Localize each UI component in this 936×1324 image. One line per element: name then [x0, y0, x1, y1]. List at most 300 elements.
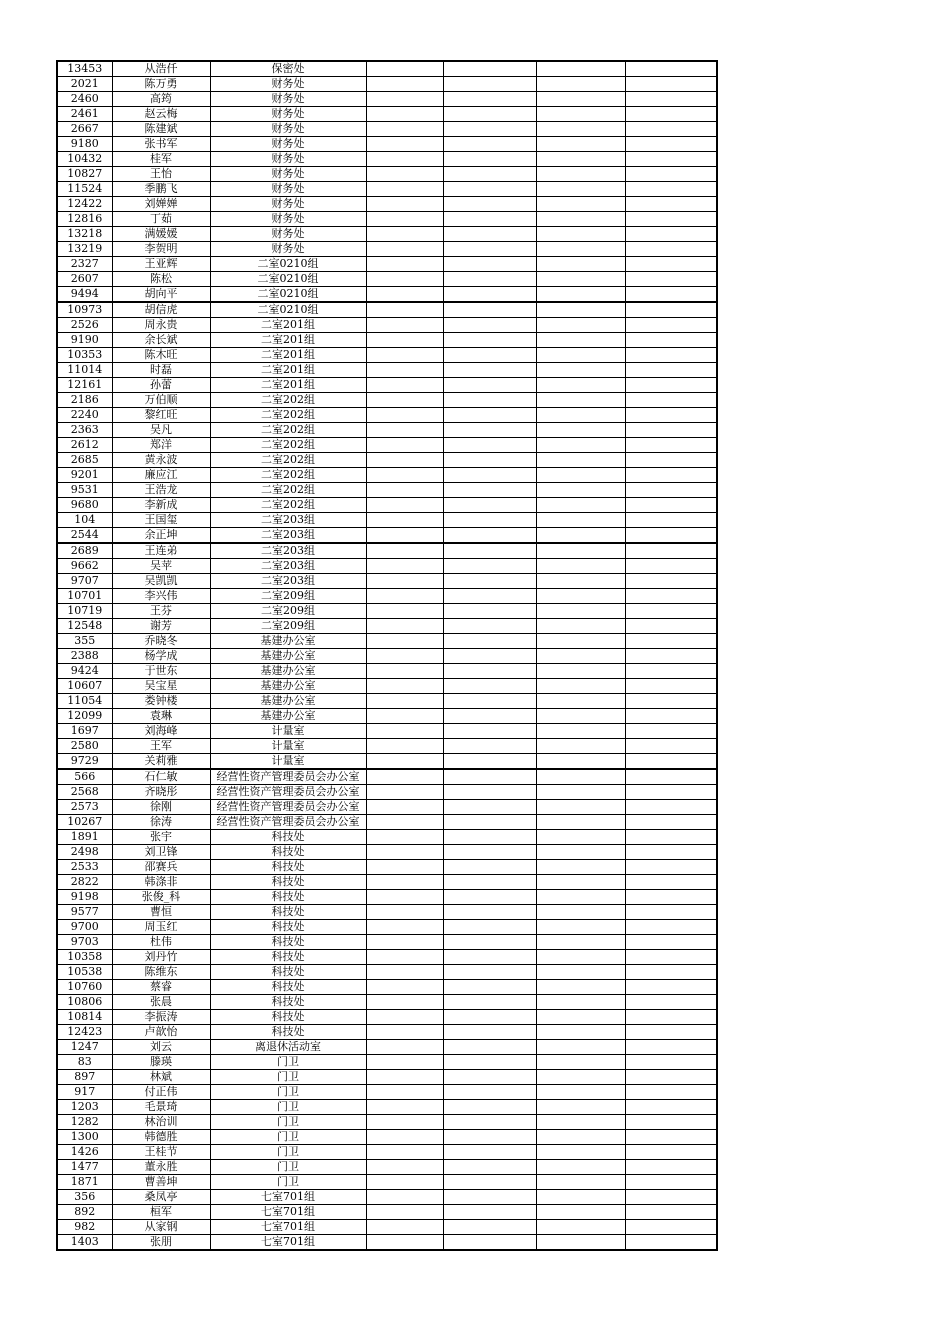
empty-cell[interactable]	[536, 318, 625, 333]
empty-cell[interactable]	[536, 167, 625, 182]
empty-cell[interactable]	[443, 634, 536, 649]
employee-name-cell[interactable]: 王国玺	[112, 513, 210, 528]
empty-cell[interactable]	[536, 664, 625, 679]
department-cell[interactable]: 基建办公室	[210, 709, 366, 724]
empty-cell[interactable]	[536, 257, 625, 272]
empty-cell[interactable]	[536, 785, 625, 800]
department-cell[interactable]: 科技处	[210, 980, 366, 995]
empty-cell[interactable]	[443, 664, 536, 679]
employee-id-cell[interactable]: 355	[57, 634, 112, 649]
employee-name-cell[interactable]: 从浩仟	[112, 61, 210, 77]
employee-name-cell[interactable]: 高筠	[112, 92, 210, 107]
employee-id-cell[interactable]: 2685	[57, 453, 112, 468]
employee-name-cell[interactable]: 杜伟	[112, 935, 210, 950]
empty-cell[interactable]	[443, 1205, 536, 1220]
empty-cell[interactable]	[536, 634, 625, 649]
empty-cell[interactable]	[366, 739, 443, 754]
empty-cell[interactable]	[625, 318, 717, 333]
department-cell[interactable]: 财务处	[210, 242, 366, 257]
empty-cell[interactable]	[443, 1130, 536, 1145]
empty-cell[interactable]	[366, 227, 443, 242]
empty-cell[interactable]	[443, 468, 536, 483]
empty-cell[interactable]	[536, 815, 625, 830]
empty-cell[interactable]	[366, 875, 443, 890]
employee-id-cell[interactable]: 9190	[57, 333, 112, 348]
empty-cell[interactable]	[536, 61, 625, 77]
department-cell[interactable]: 经营性资产管理委员会办公室	[210, 800, 366, 815]
department-cell[interactable]: 二室203组	[210, 543, 366, 559]
empty-cell[interactable]	[625, 423, 717, 438]
employee-name-cell[interactable]: 毛景琦	[112, 1100, 210, 1115]
empty-cell[interactable]	[625, 498, 717, 513]
employee-name-cell[interactable]: 张宇	[112, 830, 210, 845]
empty-cell[interactable]	[443, 769, 536, 785]
empty-cell[interactable]	[536, 1235, 625, 1251]
empty-cell[interactable]	[536, 574, 625, 589]
employee-id-cell[interactable]: 2568	[57, 785, 112, 800]
empty-cell[interactable]	[536, 77, 625, 92]
employee-name-cell[interactable]: 陈万勇	[112, 77, 210, 92]
empty-cell[interactable]	[366, 995, 443, 1010]
empty-cell[interactable]	[625, 1235, 717, 1251]
empty-cell[interactable]	[625, 137, 717, 152]
empty-cell[interactable]	[443, 1100, 536, 1115]
empty-cell[interactable]	[366, 1100, 443, 1115]
employee-id-cell[interactable]: 1403	[57, 1235, 112, 1251]
employee-name-cell[interactable]: 齐晓彤	[112, 785, 210, 800]
employee-id-cell[interactable]: 9577	[57, 905, 112, 920]
empty-cell[interactable]	[443, 890, 536, 905]
empty-cell[interactable]	[536, 769, 625, 785]
employee-name-cell[interactable]: 黄永波	[112, 453, 210, 468]
department-cell[interactable]: 二室203组	[210, 574, 366, 589]
empty-cell[interactable]	[366, 468, 443, 483]
employee-id-cell[interactable]: 9729	[57, 754, 112, 770]
empty-cell[interactable]	[625, 785, 717, 800]
empty-cell[interactable]	[443, 1235, 536, 1251]
empty-cell[interactable]	[366, 528, 443, 544]
empty-cell[interactable]	[366, 513, 443, 528]
empty-cell[interactable]	[366, 287, 443, 303]
employee-name-cell[interactable]: 徐刚	[112, 800, 210, 815]
department-cell[interactable]: 门卫	[210, 1175, 366, 1190]
empty-cell[interactable]	[536, 513, 625, 528]
empty-cell[interactable]	[443, 1010, 536, 1025]
employee-name-cell[interactable]: 余长斌	[112, 333, 210, 348]
employee-id-cell[interactable]: 13453	[57, 61, 112, 77]
empty-cell[interactable]	[625, 694, 717, 709]
employee-name-cell[interactable]: 刘卫锋	[112, 845, 210, 860]
empty-cell[interactable]	[625, 890, 717, 905]
empty-cell[interactable]	[366, 423, 443, 438]
employee-name-cell[interactable]: 陈建斌	[112, 122, 210, 137]
empty-cell[interactable]	[443, 272, 536, 287]
employee-name-cell[interactable]: 刘云	[112, 1040, 210, 1055]
department-cell[interactable]: 财务处	[210, 92, 366, 107]
empty-cell[interactable]	[443, 167, 536, 182]
empty-cell[interactable]	[366, 483, 443, 498]
empty-cell[interactable]	[366, 694, 443, 709]
department-cell[interactable]: 计量室	[210, 724, 366, 739]
empty-cell[interactable]	[443, 739, 536, 754]
empty-cell[interactable]	[366, 453, 443, 468]
employee-id-cell[interactable]: 2689	[57, 543, 112, 559]
department-cell[interactable]: 经营性资产管理委员会办公室	[210, 769, 366, 785]
employee-name-cell[interactable]: 曹善坤	[112, 1175, 210, 1190]
employee-id-cell[interactable]: 2363	[57, 423, 112, 438]
department-cell[interactable]: 经营性资产管理委员会办公室	[210, 815, 366, 830]
empty-cell[interactable]	[443, 528, 536, 544]
empty-cell[interactable]	[625, 287, 717, 303]
empty-cell[interactable]	[366, 1085, 443, 1100]
empty-cell[interactable]	[443, 348, 536, 363]
empty-cell[interactable]	[366, 1040, 443, 1055]
department-cell[interactable]: 科技处	[210, 1025, 366, 1040]
empty-cell[interactable]	[536, 1025, 625, 1040]
employee-name-cell[interactable]: 谢芳	[112, 619, 210, 634]
department-cell[interactable]: 二室202组	[210, 498, 366, 513]
department-cell[interactable]: 二室202组	[210, 423, 366, 438]
employee-id-cell[interactable]: 1300	[57, 1130, 112, 1145]
department-cell[interactable]: 科技处	[210, 905, 366, 920]
empty-cell[interactable]	[625, 77, 717, 92]
empty-cell[interactable]	[625, 408, 717, 423]
empty-cell[interactable]	[625, 1145, 717, 1160]
empty-cell[interactable]	[536, 302, 625, 318]
empty-cell[interactable]	[625, 152, 717, 167]
employee-name-cell[interactable]: 王亚辉	[112, 257, 210, 272]
empty-cell[interactable]	[366, 107, 443, 122]
employee-id-cell[interactable]: 10538	[57, 965, 112, 980]
employee-name-cell[interactable]: 董永胜	[112, 1160, 210, 1175]
employee-id-cell[interactable]: 2240	[57, 408, 112, 423]
empty-cell[interactable]	[536, 1115, 625, 1130]
department-cell[interactable]: 科技处	[210, 1010, 366, 1025]
empty-cell[interactable]	[536, 1040, 625, 1055]
department-cell[interactable]: 科技处	[210, 965, 366, 980]
empty-cell[interactable]	[536, 438, 625, 453]
department-cell[interactable]: 门卫	[210, 1070, 366, 1085]
empty-cell[interactable]	[536, 679, 625, 694]
empty-cell[interactable]	[366, 348, 443, 363]
empty-cell[interactable]	[366, 785, 443, 800]
department-cell[interactable]: 财务处	[210, 152, 366, 167]
employee-name-cell[interactable]: 陈木旺	[112, 348, 210, 363]
empty-cell[interactable]	[366, 980, 443, 995]
empty-cell[interactable]	[366, 950, 443, 965]
department-cell[interactable]: 经营性资产管理委员会办公室	[210, 785, 366, 800]
employee-id-cell[interactable]: 12099	[57, 709, 112, 724]
empty-cell[interactable]	[443, 1025, 536, 1040]
empty-cell[interactable]	[625, 528, 717, 544]
empty-cell[interactable]	[443, 152, 536, 167]
empty-cell[interactable]	[443, 287, 536, 303]
empty-cell[interactable]	[366, 257, 443, 272]
empty-cell[interactable]	[536, 543, 625, 559]
empty-cell[interactable]	[443, 875, 536, 890]
department-cell[interactable]: 离退休活动室	[210, 1040, 366, 1055]
empty-cell[interactable]	[625, 1160, 717, 1175]
empty-cell[interactable]	[366, 754, 443, 770]
empty-cell[interactable]	[366, 1055, 443, 1070]
empty-cell[interactable]	[536, 920, 625, 935]
empty-cell[interactable]	[536, 845, 625, 860]
employee-name-cell[interactable]: 郑洋	[112, 438, 210, 453]
department-cell[interactable]: 门卫	[210, 1055, 366, 1070]
empty-cell[interactable]	[536, 950, 625, 965]
empty-cell[interactable]	[625, 107, 717, 122]
empty-cell[interactable]	[366, 1190, 443, 1205]
empty-cell[interactable]	[443, 61, 536, 77]
employee-name-cell[interactable]: 韩德胜	[112, 1130, 210, 1145]
empty-cell[interactable]	[366, 634, 443, 649]
empty-cell[interactable]	[443, 1145, 536, 1160]
employee-name-cell[interactable]: 张书军	[112, 137, 210, 152]
empty-cell[interactable]	[366, 815, 443, 830]
empty-cell[interactable]	[443, 182, 536, 197]
empty-cell[interactable]	[443, 724, 536, 739]
department-cell[interactable]: 基建办公室	[210, 679, 366, 694]
empty-cell[interactable]	[625, 1100, 717, 1115]
empty-cell[interactable]	[625, 257, 717, 272]
department-cell[interactable]: 七室701组	[210, 1190, 366, 1205]
empty-cell[interactable]	[366, 242, 443, 257]
empty-cell[interactable]	[443, 363, 536, 378]
employee-id-cell[interactable]: 9531	[57, 483, 112, 498]
empty-cell[interactable]	[536, 1175, 625, 1190]
employee-id-cell[interactable]: 9707	[57, 574, 112, 589]
empty-cell[interactable]	[536, 649, 625, 664]
empty-cell[interactable]	[443, 965, 536, 980]
empty-cell[interactable]	[625, 1190, 717, 1205]
empty-cell[interactable]	[536, 1160, 625, 1175]
empty-cell[interactable]	[366, 965, 443, 980]
employee-id-cell[interactable]: 12422	[57, 197, 112, 212]
department-cell[interactable]: 财务处	[210, 107, 366, 122]
employee-name-cell[interactable]: 刘丹竹	[112, 950, 210, 965]
empty-cell[interactable]	[625, 1220, 717, 1235]
empty-cell[interactable]	[536, 1055, 625, 1070]
empty-cell[interactable]	[443, 77, 536, 92]
department-cell[interactable]: 二室202组	[210, 483, 366, 498]
employee-name-cell[interactable]: 李兴伟	[112, 589, 210, 604]
employee-id-cell[interactable]: 1247	[57, 1040, 112, 1055]
empty-cell[interactable]	[366, 1115, 443, 1130]
employee-id-cell[interactable]: 12548	[57, 619, 112, 634]
employee-name-cell[interactable]: 吴宝星	[112, 679, 210, 694]
department-cell[interactable]: 财务处	[210, 197, 366, 212]
empty-cell[interactable]	[536, 423, 625, 438]
employee-name-cell[interactable]: 付正伟	[112, 1085, 210, 1100]
empty-cell[interactable]	[366, 890, 443, 905]
department-cell[interactable]: 财务处	[210, 167, 366, 182]
empty-cell[interactable]	[536, 980, 625, 995]
empty-cell[interactable]	[366, 1175, 443, 1190]
empty-cell[interactable]	[443, 754, 536, 770]
department-cell[interactable]: 科技处	[210, 920, 366, 935]
employee-id-cell[interactable]: 892	[57, 1205, 112, 1220]
department-cell[interactable]: 二室201组	[210, 378, 366, 393]
empty-cell[interactable]	[536, 453, 625, 468]
empty-cell[interactable]	[366, 1010, 443, 1025]
empty-cell[interactable]	[625, 453, 717, 468]
department-cell[interactable]: 二室201组	[210, 363, 366, 378]
employee-id-cell[interactable]: 2498	[57, 845, 112, 860]
empty-cell[interactable]	[443, 1175, 536, 1190]
empty-cell[interactable]	[625, 212, 717, 227]
empty-cell[interactable]	[443, 438, 536, 453]
empty-cell[interactable]	[625, 830, 717, 845]
employee-id-cell[interactable]: 11014	[57, 363, 112, 378]
employee-id-cell[interactable]: 2186	[57, 393, 112, 408]
empty-cell[interactable]	[536, 378, 625, 393]
empty-cell[interactable]	[443, 453, 536, 468]
empty-cell[interactable]	[625, 589, 717, 604]
empty-cell[interactable]	[536, 1190, 625, 1205]
employee-id-cell[interactable]: 1871	[57, 1175, 112, 1190]
department-cell[interactable]: 科技处	[210, 845, 366, 860]
empty-cell[interactable]	[443, 920, 536, 935]
empty-cell[interactable]	[443, 122, 536, 137]
employee-id-cell[interactable]: 2544	[57, 528, 112, 544]
empty-cell[interactable]	[625, 468, 717, 483]
employee-id-cell[interactable]: 1203	[57, 1100, 112, 1115]
employee-id-cell[interactable]: 10607	[57, 679, 112, 694]
department-cell[interactable]: 二室209组	[210, 619, 366, 634]
employee-name-cell[interactable]: 徐涛	[112, 815, 210, 830]
empty-cell[interactable]	[443, 649, 536, 664]
empty-cell[interactable]	[625, 302, 717, 318]
empty-cell[interactable]	[625, 950, 717, 965]
employee-name-cell[interactable]: 万伯顺	[112, 393, 210, 408]
empty-cell[interactable]	[443, 1190, 536, 1205]
employee-name-cell[interactable]: 李新成	[112, 498, 210, 513]
empty-cell[interactable]	[443, 800, 536, 815]
employee-name-cell[interactable]: 从家钢	[112, 1220, 210, 1235]
department-cell[interactable]: 门卫	[210, 1145, 366, 1160]
empty-cell[interactable]	[625, 935, 717, 950]
empty-cell[interactable]	[366, 845, 443, 860]
empty-cell[interactable]	[536, 272, 625, 287]
employee-id-cell[interactable]: 10973	[57, 302, 112, 318]
empty-cell[interactable]	[443, 935, 536, 950]
empty-cell[interactable]	[443, 257, 536, 272]
department-cell[interactable]: 二室0210组	[210, 287, 366, 303]
employee-id-cell[interactable]: 1477	[57, 1160, 112, 1175]
employee-id-cell[interactable]: 9494	[57, 287, 112, 303]
empty-cell[interactable]	[625, 1115, 717, 1130]
empty-cell[interactable]	[625, 709, 717, 724]
empty-cell[interactable]	[366, 318, 443, 333]
empty-cell[interactable]	[366, 152, 443, 167]
department-cell[interactable]: 计量室	[210, 739, 366, 754]
employee-id-cell[interactable]: 13219	[57, 242, 112, 257]
empty-cell[interactable]	[443, 559, 536, 574]
empty-cell[interactable]	[443, 107, 536, 122]
empty-cell[interactable]	[625, 559, 717, 574]
employee-name-cell[interactable]: 黎红旺	[112, 408, 210, 423]
empty-cell[interactable]	[536, 1205, 625, 1220]
employee-id-cell[interactable]: 2822	[57, 875, 112, 890]
employee-name-cell[interactable]: 林治训	[112, 1115, 210, 1130]
empty-cell[interactable]	[443, 709, 536, 724]
department-cell[interactable]: 二室201组	[210, 348, 366, 363]
employee-id-cell[interactable]: 917	[57, 1085, 112, 1100]
department-cell[interactable]: 二室201组	[210, 318, 366, 333]
empty-cell[interactable]	[366, 61, 443, 77]
employee-id-cell[interactable]: 104	[57, 513, 112, 528]
employee-id-cell[interactable]: 2388	[57, 649, 112, 664]
empty-cell[interactable]	[625, 769, 717, 785]
empty-cell[interactable]	[443, 1085, 536, 1100]
empty-cell[interactable]	[366, 1025, 443, 1040]
empty-cell[interactable]	[443, 137, 536, 152]
employee-name-cell[interactable]: 胡向平	[112, 287, 210, 303]
employee-id-cell[interactable]: 83	[57, 1055, 112, 1070]
empty-cell[interactable]	[625, 920, 717, 935]
employee-name-cell[interactable]: 赵云梅	[112, 107, 210, 122]
empty-cell[interactable]	[536, 182, 625, 197]
employee-id-cell[interactable]: 12161	[57, 378, 112, 393]
empty-cell[interactable]	[366, 137, 443, 152]
department-cell[interactable]: 计量室	[210, 754, 366, 770]
employee-name-cell[interactable]: 吴凯凯	[112, 574, 210, 589]
empty-cell[interactable]	[366, 1235, 443, 1251]
department-cell[interactable]: 门卫	[210, 1100, 366, 1115]
empty-cell[interactable]	[625, 393, 717, 408]
empty-cell[interactable]	[443, 950, 536, 965]
empty-cell[interactable]	[625, 122, 717, 137]
employee-id-cell[interactable]: 13218	[57, 227, 112, 242]
department-cell[interactable]: 保密处	[210, 61, 366, 77]
employee-name-cell[interactable]: 蔡睿	[112, 980, 210, 995]
empty-cell[interactable]	[443, 333, 536, 348]
empty-cell[interactable]	[366, 1070, 443, 1085]
department-cell[interactable]: 科技处	[210, 860, 366, 875]
empty-cell[interactable]	[625, 679, 717, 694]
empty-cell[interactable]	[625, 61, 717, 77]
employee-id-cell[interactable]: 1891	[57, 830, 112, 845]
empty-cell[interactable]	[625, 543, 717, 559]
department-cell[interactable]: 二室203组	[210, 528, 366, 544]
empty-cell[interactable]	[625, 860, 717, 875]
employee-name-cell[interactable]: 季鹏飞	[112, 182, 210, 197]
empty-cell[interactable]	[366, 77, 443, 92]
employee-name-cell[interactable]: 孙蕾	[112, 378, 210, 393]
empty-cell[interactable]	[625, 1175, 717, 1190]
department-cell[interactable]: 二室202组	[210, 468, 366, 483]
employee-name-cell[interactable]: 余正坤	[112, 528, 210, 544]
empty-cell[interactable]	[536, 287, 625, 303]
empty-cell[interactable]	[536, 483, 625, 498]
empty-cell[interactable]	[366, 438, 443, 453]
employee-id-cell[interactable]: 2461	[57, 107, 112, 122]
employee-id-cell[interactable]: 9424	[57, 664, 112, 679]
empty-cell[interactable]	[536, 227, 625, 242]
empty-cell[interactable]	[536, 860, 625, 875]
department-cell[interactable]: 财务处	[210, 227, 366, 242]
empty-cell[interactable]	[366, 830, 443, 845]
department-cell[interactable]: 二室203组	[210, 559, 366, 574]
employee-name-cell[interactable]: 王浩龙	[112, 483, 210, 498]
empty-cell[interactable]	[366, 92, 443, 107]
empty-cell[interactable]	[366, 212, 443, 227]
empty-cell[interactable]	[366, 935, 443, 950]
empty-cell[interactable]	[443, 1040, 536, 1055]
empty-cell[interactable]	[625, 875, 717, 890]
empty-cell[interactable]	[443, 197, 536, 212]
department-cell[interactable]: 二室209组	[210, 589, 366, 604]
